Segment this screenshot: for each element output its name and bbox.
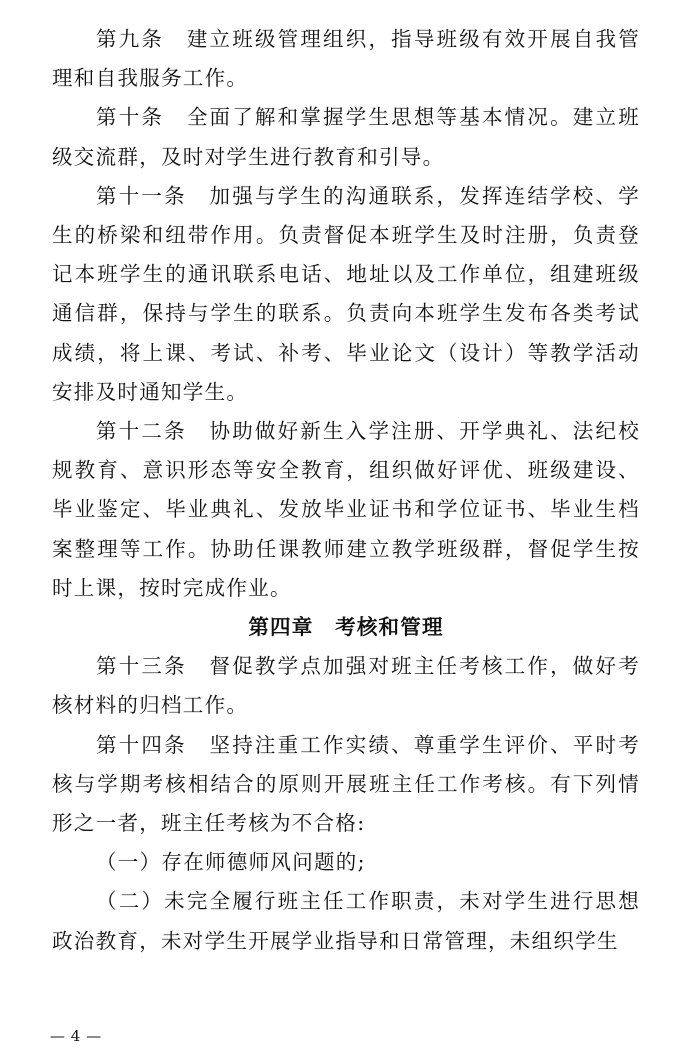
list-item-2: （二）未完全履行班主任工作职责，未对学生进行思想政治教育，未对学生开展学业指导和日常管理，未组织学生 bbox=[52, 889, 640, 953]
page-number: — 4 — bbox=[50, 1027, 102, 1045]
list-item-1: （一）存在师德师风问题的; bbox=[96, 850, 366, 875]
article-10: 第十条 全面了解和掌握学生思想等基本情况。建立班级交流群，及时对学生进行教育和引导。 bbox=[52, 105, 640, 169]
chapter-heading: 第四章 考核和管理 bbox=[248, 615, 444, 640]
article-9: 第九条 建立班级管理组织，指导班级有效开展自我管理和自我服务工作。 bbox=[52, 27, 640, 91]
document-body bbox=[52, 20, 640, 961]
article-12: 第十二条 协助做好新生入学注册、开学典礼、法纪校规教育、意识形态等安全教育，组织做好评优、班级建设、毕业鉴定、毕业典礼、发放毕业证书和学位证书、毕业生档案整理等工作。协助任课教师建立教学班级群，督促学生按时上课，按时完成作业。 bbox=[52, 419, 640, 600]
article-14: 第十四条 坚持注重工作实绩、尊重学生评价、平时考核与学期考核相结合的原则开展班主任工作考核。有下列情形之一者，班主任考核为不合格: bbox=[52, 732, 640, 836]
article-11: 第十一条 加强与学生的沟通联系，发挥连结学校、学生的桥梁和纽带作用。负责督促本班学生及时注册，负责登记本班学生的通讯联系电话、地址以及工作单位，组建班级通信群，保持与学生的联系。负责向本班学生发布各类考试成绩，将上课、考试、补考、毕业论文（设计）等教学活动安排及时通知学生。 bbox=[52, 183, 640, 404]
article-13: 第十三条 督促教学点加强对班主任考核工作，做好考核材料的归档工作。 bbox=[52, 654, 640, 718]
